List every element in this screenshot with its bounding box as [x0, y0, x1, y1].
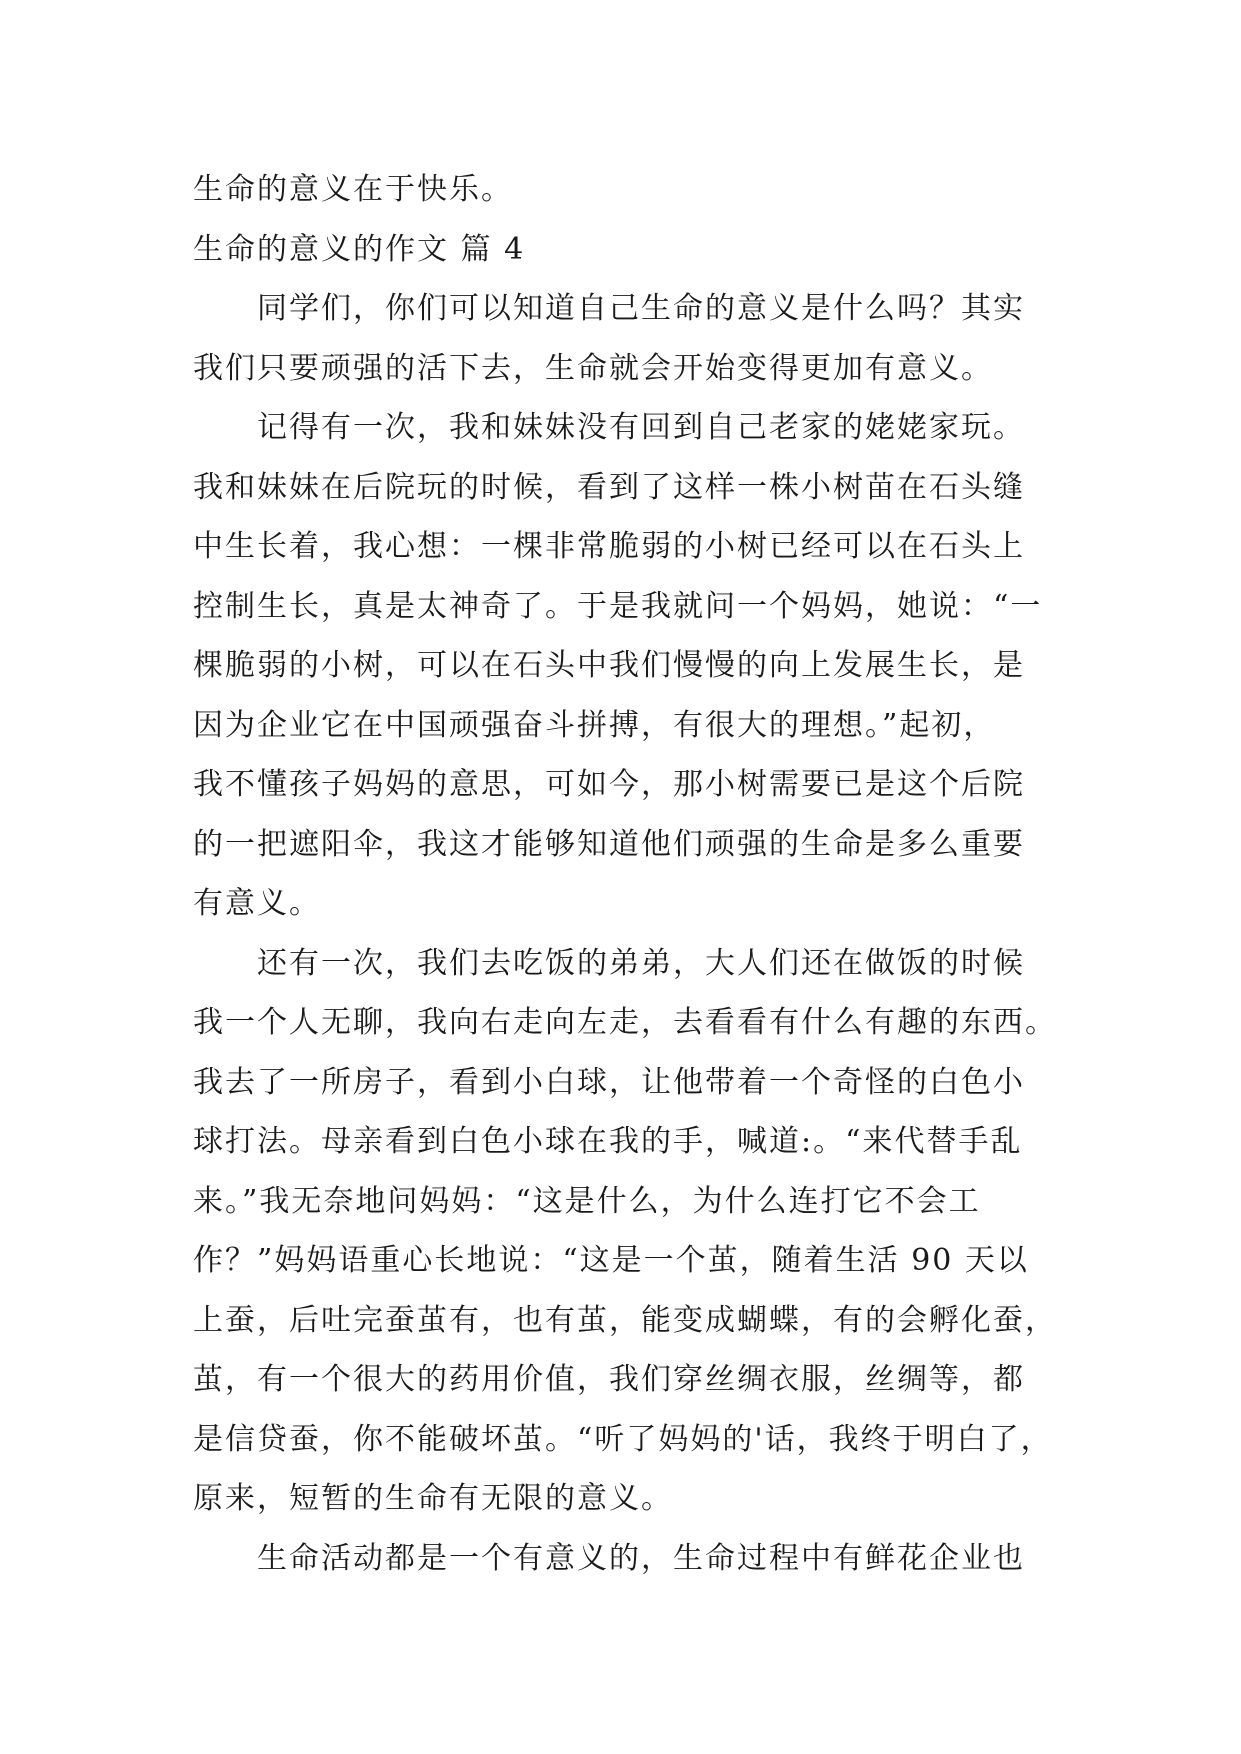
- text-line: 茧，有一个很大的药用价值，我们穿丝绸衣服，丝绸等，都: [193, 1362, 1025, 1397]
- paragraph-start: 生命活动都是一个有意义的，生命过程中有鲜花企业也: [257, 1540, 1025, 1576]
- section-heading: 生命的意义的作文 篇 4: [193, 231, 526, 267]
- text-line: 有意义。: [193, 886, 321, 921]
- paragraph-start: 同学们，你们可以知道自己生命的意义是什么吗？其实: [257, 291, 1025, 326]
- text-line: 我一个人无聊，我向右走向左走，去看看有什么有趣的东西。: [193, 1005, 1057, 1040]
- text-line: 中生长着，我心想：一棵非常脆弱的小树已经可以在石头上: [193, 529, 1025, 564]
- text-line: 因为企业它在中国顽强奋斗拼搏，有很大的理想。”起初，: [193, 707, 996, 743]
- paragraph-start: 记得有一次，我和妹妹没有回到自己老家的姥姥家玩。: [257, 410, 1025, 445]
- text-line: 控制生长，真是太神奇了。于是我就问一个妈妈，她说：“一: [193, 588, 1043, 624]
- text-line: 是信贷蚕，你不能破坏茧。“听了妈妈的'话，我终于明白了，: [193, 1421, 1053, 1457]
- text-line: 我去了一所房子，看到小白球，让他带着一个奇怪的白色小: [193, 1064, 1025, 1100]
- text-line: 我和妹妹在后院玩的时候，看到了这样一株小树苗在石头缝: [193, 469, 1025, 505]
- text-line: 球打法。母亲看到白色小球在我的手，喊道:。“来代替手乱: [193, 1124, 1023, 1159]
- text-line: 上蚕，后吐完蚕茧有，也有茧，能变成蝴蝶，有的会孵化蚕，: [193, 1302, 1057, 1338]
- text-line: 原来，短暂的生命有无限的意义。: [193, 1481, 673, 1516]
- text-line: 我不懂孩子妈妈的意思，可如今，那小树需要已是这个后院: [193, 767, 1025, 802]
- paragraph-start: 还有一次，我们去吃饭的弟弟，大人们还在做饭的时候: [257, 945, 1025, 981]
- document-body: [193, 160, 1063, 1588]
- text-line: 我们只要顽强的活下去，生命就会开始变得更加有意义。: [193, 350, 993, 386]
- text-line: 的一把遮阳伞，我这才能够知道他们顽强的生命是多么重要: [193, 826, 1025, 862]
- text-line: 生命的意义在于快乐。: [193, 172, 513, 207]
- text-line: 来。”我无奈地问妈妈：“这是什么，为什么连打它不会工: [193, 1183, 981, 1219]
- text-line: 作？”妈妈语重心长地说：“这是一个茧，随着生活 90 天以: [193, 1243, 1029, 1278]
- text-line: 棵脆弱的小树，可以在石头中我们慢慢的向上发展生长，是: [193, 648, 1025, 683]
